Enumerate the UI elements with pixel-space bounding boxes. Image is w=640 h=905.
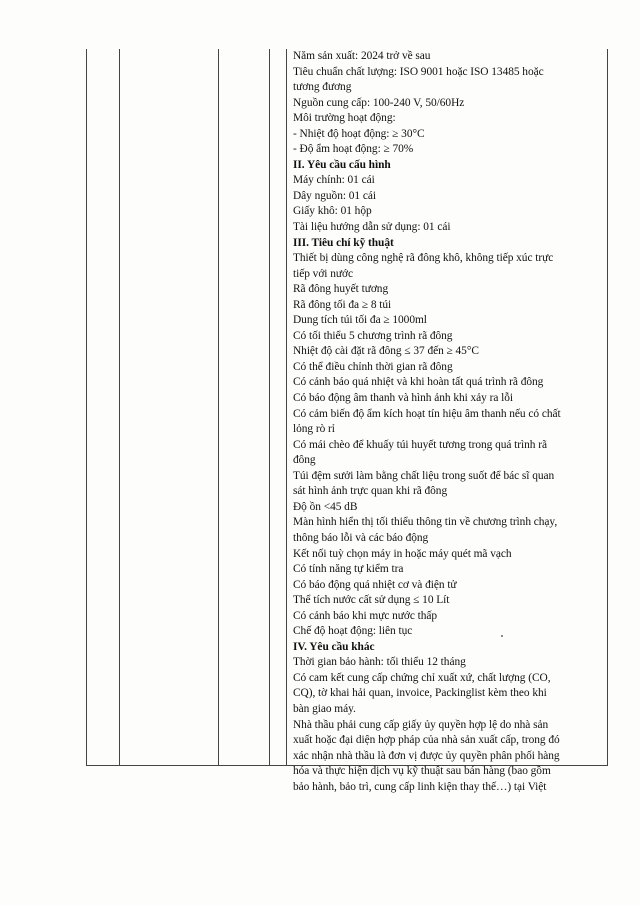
spec-line: tương đương (293, 81, 352, 94)
spec-line: Màn hình hiển thị tối thiểu thông tin về chương trình chạy, (293, 516, 558, 529)
spec-line: hóa và thực hiện dịch vụ kỹ thuật sau bán hàng (bao gồm (293, 765, 551, 778)
spec-line: Thời gian bảo hành: tối thiểu 12 tháng (293, 656, 466, 669)
spec-line: bảo hành, bảo trì, cung cấp linh kiện thay thế…) tại Việt (293, 780, 547, 793)
spec-line: Nhiệt độ cài đặt rã đông ≤ 37 đến ≥ 45°C (293, 345, 479, 358)
spec-line: Máy chính: 01 cái (293, 174, 375, 187)
spec-line: Túi đệm sưởi làm bằng chất liệu trong suốt để bác sĩ quan (293, 469, 555, 482)
section-heading: IV. Yêu cầu khác (293, 640, 375, 653)
spec-line: Kết nối tuỳ chọn máy in hoặc máy quét mã vạch (293, 547, 512, 560)
spec-line: tiếp với nước (293, 267, 353, 280)
spec-line: Độ ồn <45 dB (293, 500, 358, 513)
spec-line: Có thể điều chỉnh thời gian rã đông (293, 360, 453, 373)
spec-line: Rã đông huyết tương (293, 283, 389, 296)
specification-cell (293, 49, 605, 795)
spec-line: lỏng rò rỉ (293, 423, 335, 436)
spec-line: - Độ ẩm hoạt động: ≥ 70% (293, 143, 414, 156)
spec-line: Thể tích nước cất sử dụng ≤ 10 Lít (293, 594, 450, 607)
spec-line: thông báo lỗi và các báo động (293, 531, 429, 544)
spec-line: Năm sản xuất: 2024 trở về sau (293, 50, 431, 62)
spec-line: Rã đông tối đa ≥ 8 túi (293, 298, 392, 311)
table-divider-1 (119, 49, 120, 766)
spec-line: Có cảnh báo quá nhiệt và khi hoàn tất quá trình rã đông (293, 376, 544, 389)
spec-line: Tài liệu hướng dẫn sử dụng: 01 cái (293, 221, 451, 234)
table-divider-3 (269, 49, 270, 766)
spec-line: Thiết bị dùng công nghệ rã đông khô, không tiếp xúc trực (293, 252, 554, 265)
spec-line: Có mái chèo để khuấy túi huyết tương trong quá trình rã (293, 438, 547, 451)
spec-line: Chế độ hoạt động: liên tục (293, 625, 413, 638)
spec-line: Dung tích túi tối đa ≥ 1000ml (293, 314, 427, 327)
spec-line: sát hình ảnh trực quan khi rã đông (293, 485, 448, 498)
spec-line: Nhà thầu phải cung cấp giấy ủy quyền hợp lệ do nhà sản (293, 718, 549, 731)
table-border-right (607, 49, 608, 766)
spec-line: Có cam kết cung cấp chứng chỉ xuất xứ, chất lượng (CO, (293, 671, 551, 684)
stray-mark (501, 635, 503, 637)
spec-line: Tiêu chuẩn chất lượng: ISO 9001 hoặc ISO 13485 hoặc (293, 65, 544, 78)
spec-line: bàn giao máy. (293, 702, 356, 715)
spec-line: Môi trường hoạt động: (293, 112, 396, 125)
table-divider-2 (218, 49, 219, 766)
spec-line: Có cảnh báo khi mực nước thấp (293, 609, 438, 622)
table-border-left (86, 49, 87, 766)
spec-line: Dây nguồn: 01 cái (293, 189, 376, 202)
spec-line: Nguồn cung cấp: 100-240 V, 50/60Hz (293, 96, 465, 109)
spec-line: - Nhiệt độ hoạt động: ≥ 30°C (293, 127, 425, 140)
spec-line: đông (293, 454, 316, 467)
spec-line: Có tính năng tự kiểm tra (293, 563, 404, 576)
spec-line: Giấy khô: 01 hộp (293, 205, 372, 218)
spec-line: CQ), tờ khai hải quan, invoice, Packinglist kèm theo khi (293, 687, 547, 700)
section-heading: III. Tiêu chí kỹ thuật (293, 236, 394, 249)
spec-line: Có tối thiểu 5 chương trình rã đông (293, 329, 453, 342)
spec-line: Có cảm biến độ ẩm kích hoạt tín hiệu âm thanh nếu có chất (293, 407, 561, 420)
spec-line: xuất hoặc đại diện hợp pháp của nhà sản xuất cấp, trong đó (293, 734, 560, 747)
section-heading: II. Yêu cầu cấu hình (293, 158, 391, 171)
spec-line: Có báo động quá nhiệt cơ và điện tử (293, 578, 457, 591)
spec-line: xác nhận nhà thầu là đơn vị được ủy quyền phân phối hàng (293, 749, 560, 762)
spec-line: Có báo động âm thanh và hình ảnh khi xảy ra lỗi (293, 392, 514, 405)
table-divider-4 (286, 49, 287, 766)
